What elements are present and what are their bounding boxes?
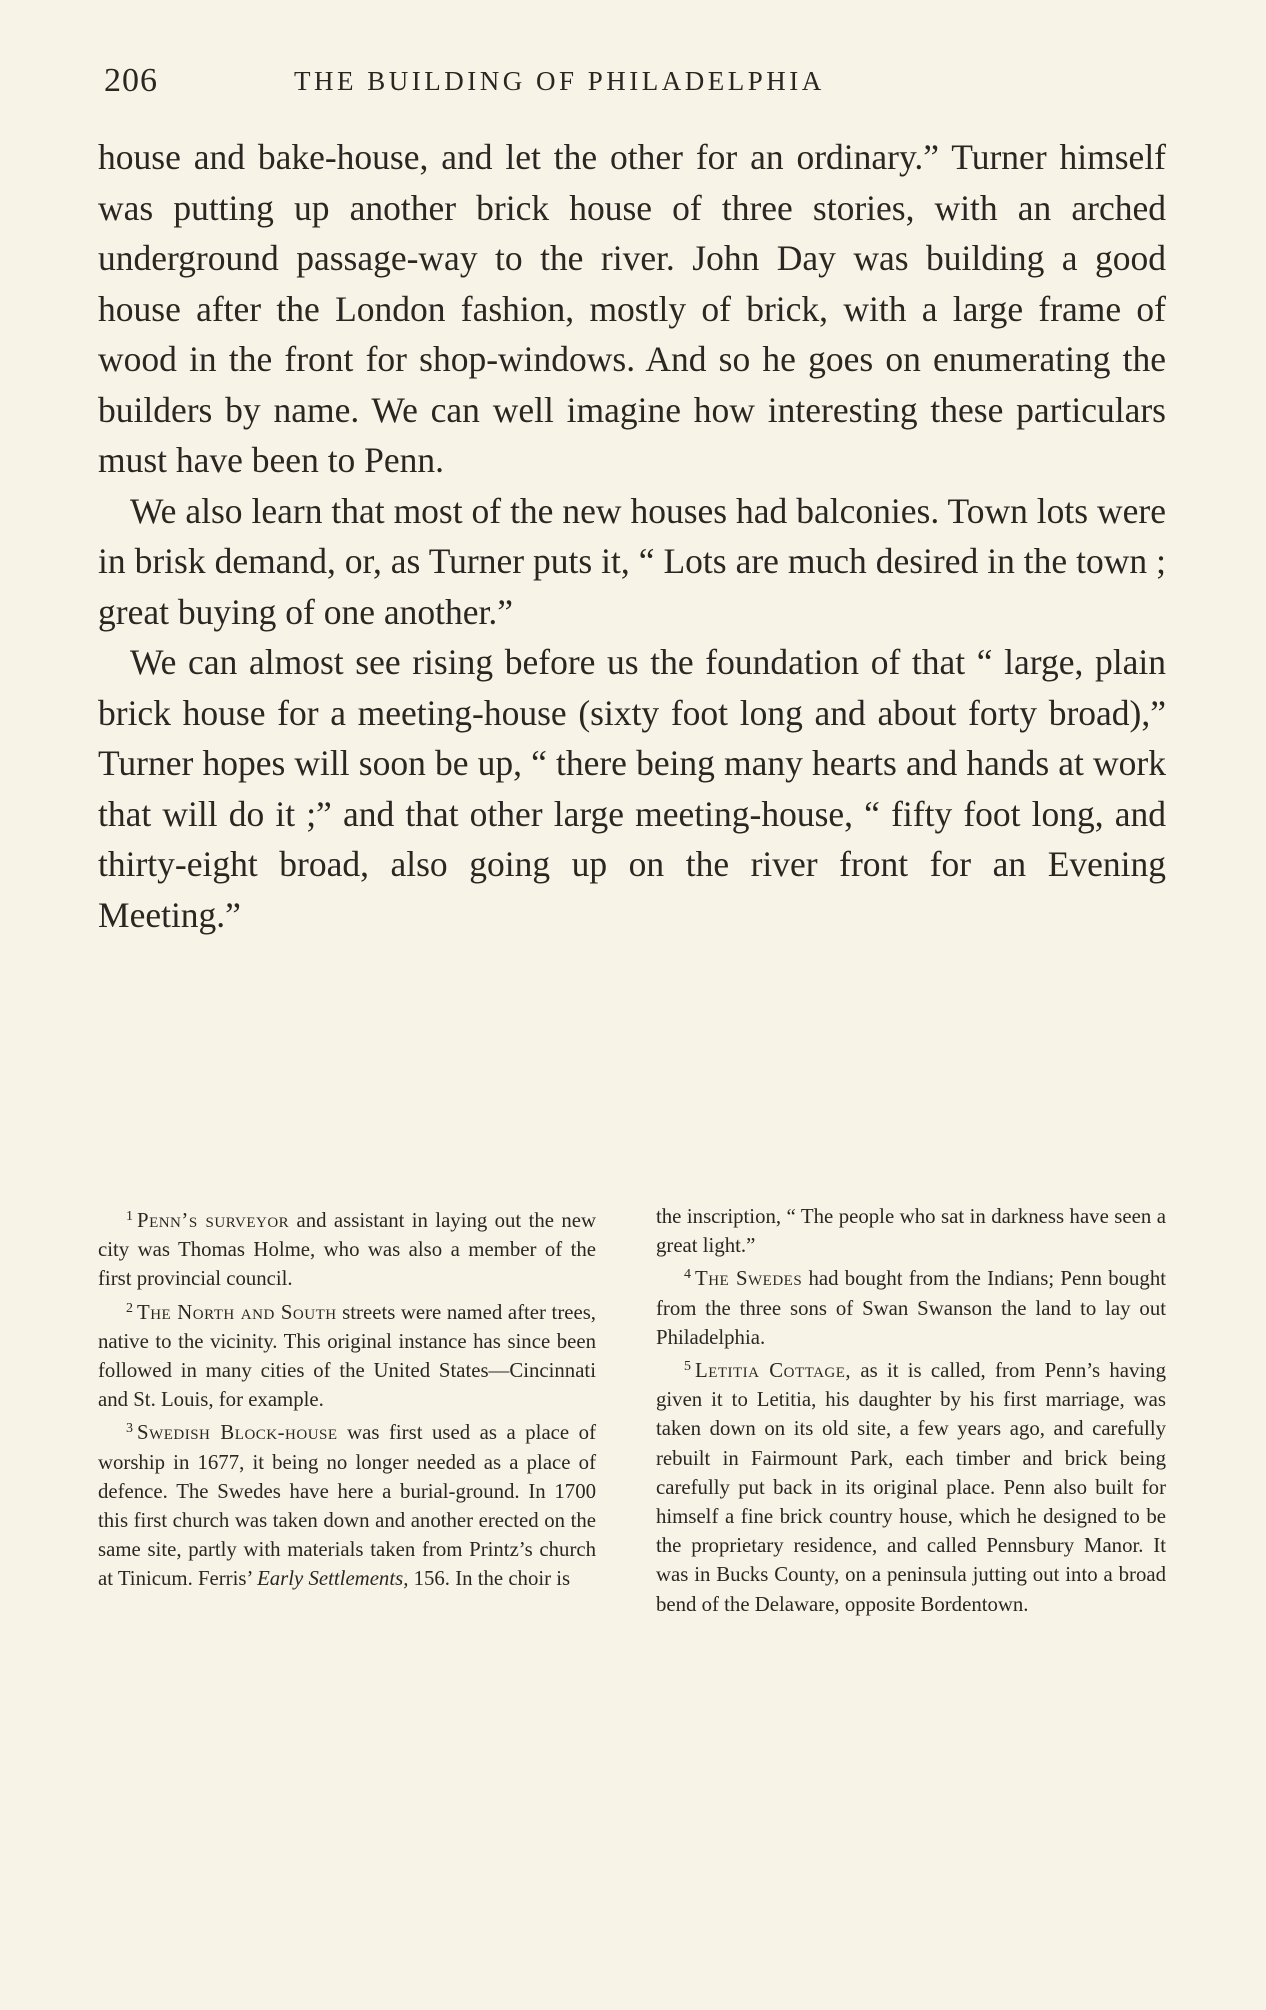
footnote-2 (98, 1294, 596, 1415)
footnote-5 (656, 1352, 1166, 1619)
footnote-column-left (98, 1202, 596, 1619)
footnote-text: streets were named after trees, native to the vicinity. This original instance has since been followed in many cities of the United States—Cincinnati and St. Louis, for example. (98, 1300, 596, 1412)
footnote-citation-title: Early Settlements, (257, 1567, 409, 1591)
page-header (104, 62, 984, 102)
footnote-column-right (656, 1202, 1166, 1619)
footnote-text: as it is called, from Penn’s having given it to Letitia, his daughter by his first marriage, was taken down on its old site, a few years ago, and carefully rebuilt in Fairmount Park, each timber and brick being carefully put back in its original place. Penn also built for himself a fine brick country house, which he designed to be the proprietary residence, and called Pennsbury Manor. It was in Bucks County, on a peninsula jutting out into a broad bend of the Delaware, opposite Bordentown. (656, 1359, 1166, 1616)
footnote-lead: The North and South (137, 1300, 337, 1324)
footnote-number: 2 (126, 1300, 133, 1316)
footnote-lead: Letitia Cottage, (695, 1359, 852, 1383)
footnote-1 (98, 1202, 596, 1294)
footnotes (98, 1202, 1166, 1619)
footnote-lead: Swedish Block-house (137, 1421, 338, 1445)
footnote-number: 4 (684, 1267, 691, 1283)
page-number: 206 (104, 62, 158, 99)
body-paragraph: We can almost see rising before us the foundation of that “ large, plain brick house for a meeting-house (sixty foot long and about forty broad),” Turner hopes will soon be up, “ there being many hearts and hands at work that will do it ;” and that other large meeting-house, “ fifty foot long, and thirty-eight broad, also going up on the river front for an Evening Meeting.” (98, 642, 1166, 935)
footnote-3 (98, 1414, 596, 1593)
footnote-text: and assistant in laying out the new city was Thomas Holme, who was also a member of the first provincial council. (98, 1209, 596, 1291)
footnote-text: 156. In the choir is (408, 1567, 571, 1591)
footnote-lead: Penn’s surveyor (137, 1209, 290, 1232)
footnote-number: 3 (126, 1421, 133, 1437)
footnote-3-continued: the inscription, “ The people who sat in darkness have seen a great light.” (656, 1205, 1166, 1258)
main-text (98, 132, 1166, 940)
footnote-text: had bought from the Indians; Penn bought from the three sons of Swan Swanson the land to lay out Philadelphia. (656, 1267, 1167, 1349)
running-head: THE BUILDING OF PHILADELPHIA (294, 66, 825, 96)
footnote-number: 1 (126, 1209, 133, 1224)
body-paragraph: We also learn that most of the new houses had balconies. Town lots were in brisk demand, or, as Turner puts it, “ Lots are much desired in the town ; great buying of one another.” (98, 490, 1166, 632)
footnote-lead: The Swedes (695, 1267, 803, 1291)
body-paragraph: house and bake-house, and let the other for an ordinary.” Turner himself was putting up another brick house of three stories, with an arched underground passage-way to the river. John Day was building a good house after the London fashion, mostly of brick, with a large frame of wood in the front for shop-windows. And so he goes on enumerating the builders by name. We can well imagine how interesting these particulars must have been to Penn. (98, 137, 1166, 480)
footnote-text: was first used as a place of worship in 1677, it being no longer needed as a place of defence. The Swedes have here a burial-ground. In 1700 this first church was taken down and another erected on the same site, partly with materials taken from Printz’s church at Tinicum. Ferris’ (98, 1421, 596, 1591)
footnote-number: 5 (684, 1359, 691, 1375)
footnote-4 (656, 1260, 1166, 1352)
